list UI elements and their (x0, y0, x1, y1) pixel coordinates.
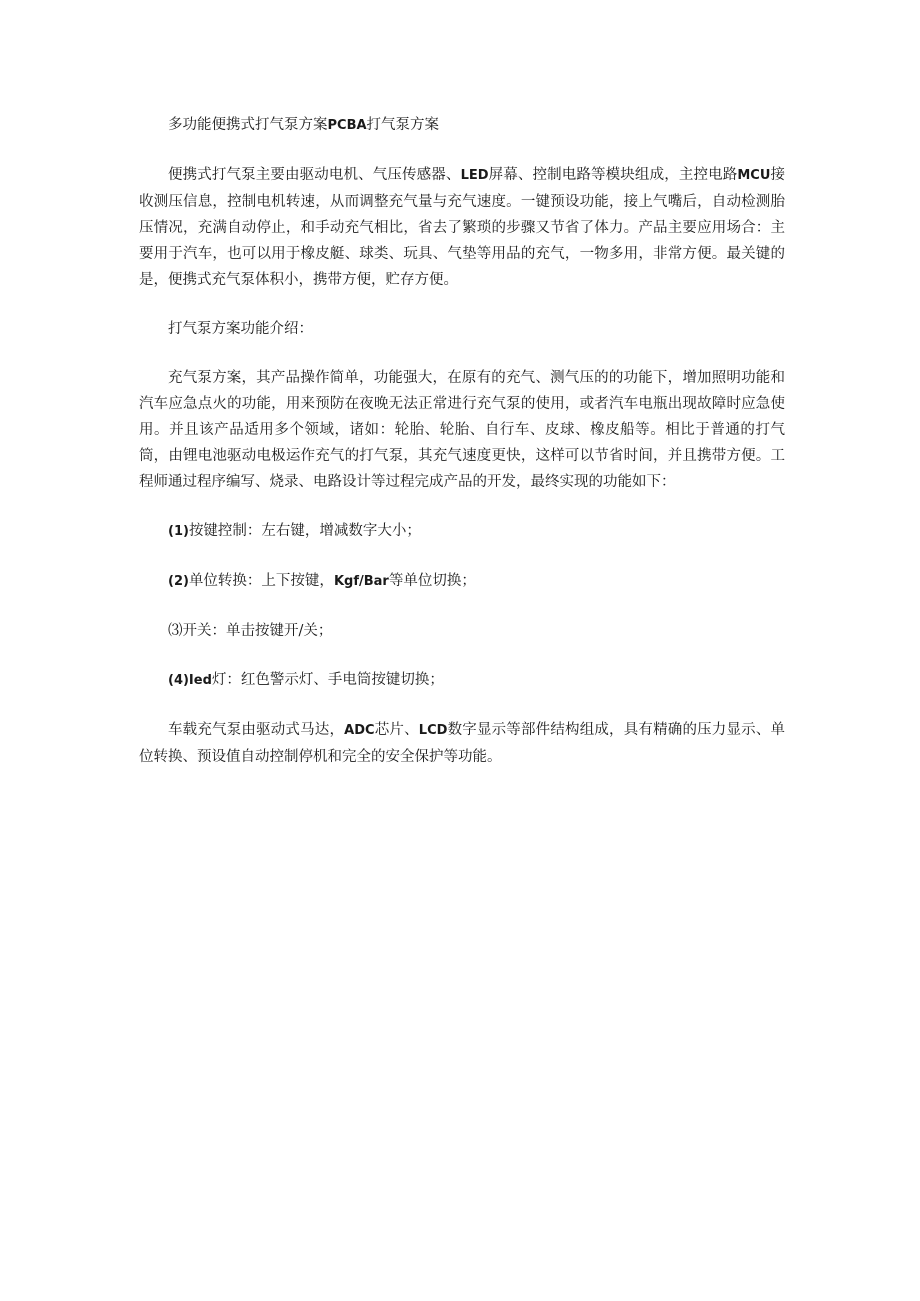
closing-paragraph (139, 717, 785, 770)
list-item-4-number: (4)Ied (168, 673, 212, 688)
list-item-2-text-1: 单位转换：上下按键， (188, 573, 334, 589)
closing-text-3: 数字显示等部件结构组成，具有精确的压力显示、单位转换、预设值自动控制停机和完全的安全保护等功能。 (139, 722, 786, 765)
list-item-2-number: (2) (168, 574, 189, 589)
body-paragraph: 充气泵方案，其产品操作简单，功能强大，在原有的充气、测气压的的功能下，增加照明功能和汽车应急点火的功能，用来预防在夜晚无法正常进行充气泵的使用，或者汽车电瓶出现故障时应急使用。并且该产品适用多个领域，诸如：轮胎、轮胎、自行车、皮球、橡皮船等。相比于普通的打气筒，由锂电池驱动电极运作充气的打气泵，其充气速度更快，这样可以节省时间，并且携带方便。工程师通过程序编写、烧录、电路设计等过程完成产品的开发，最终实现的功能如下： (139, 370, 785, 490)
intro-bold-led: LED (460, 168, 489, 183)
intro-bold-mcu: MCU (737, 168, 771, 183)
list-item-2-text-2: 等单位切换； (388, 573, 476, 589)
title-text-bold: PCBA (327, 118, 367, 133)
title-text-post: 打气泵方案 (366, 117, 440, 133)
section-heading: 打气泵方案功能介绍： (168, 321, 313, 337)
closing-text-2: 芯片、 (374, 722, 419, 738)
intro-paragraph (139, 162, 785, 293)
closing-bold-lcd: LCD (418, 723, 448, 738)
list-item-4-text: 灯：红色警示灯、手电筒按键切换； (211, 672, 444, 688)
closing-bold-adc: ADC (344, 723, 375, 738)
list-item-1-text: 按键控制：左右键，增减数字大小； (188, 523, 421, 539)
list-item-2-bold: Kgf/Bar (333, 574, 389, 589)
document-body (139, 112, 785, 793)
intro-text-3: 接收测压信息，控制电机转速，从而调整充气量与充气速度。一键预设功能，接上气嘴后，自动检测胎压情况，充满自动停止，和手动充气相比，省去了繁琐的步骤又节省了体力。产品主要应用场合：主要用于汽车，也可以用于橡皮艇、球类、玩具、气垫等用品的充气，一物多用，非常方便。最关键的是，便携式充气泵体积小，携带方便，贮存方便。 (139, 167, 786, 288)
intro-text-2: 屏幕、控制电路等模块组成，主控电路 (488, 167, 738, 183)
intro-text-1: 便携式打气泵主要由驱动电机、气压传感器、 (168, 167, 461, 183)
title-text-pre: 多功能便携式打气泵方案 (168, 117, 328, 133)
closing-text-1: 车载充气泵由驱动式马达， (168, 722, 345, 738)
list-item-1 (139, 518, 785, 545)
list-item-2 (139, 568, 785, 595)
list-item-1-number: (1) (168, 524, 189, 539)
list-item-3-number: ⑶ (168, 623, 183, 639)
list-item-4 (139, 667, 785, 694)
document-title (139, 112, 785, 139)
list-item-3 (139, 618, 785, 644)
list-item-3-text: 开关：单击按键开/关； (182, 623, 333, 639)
